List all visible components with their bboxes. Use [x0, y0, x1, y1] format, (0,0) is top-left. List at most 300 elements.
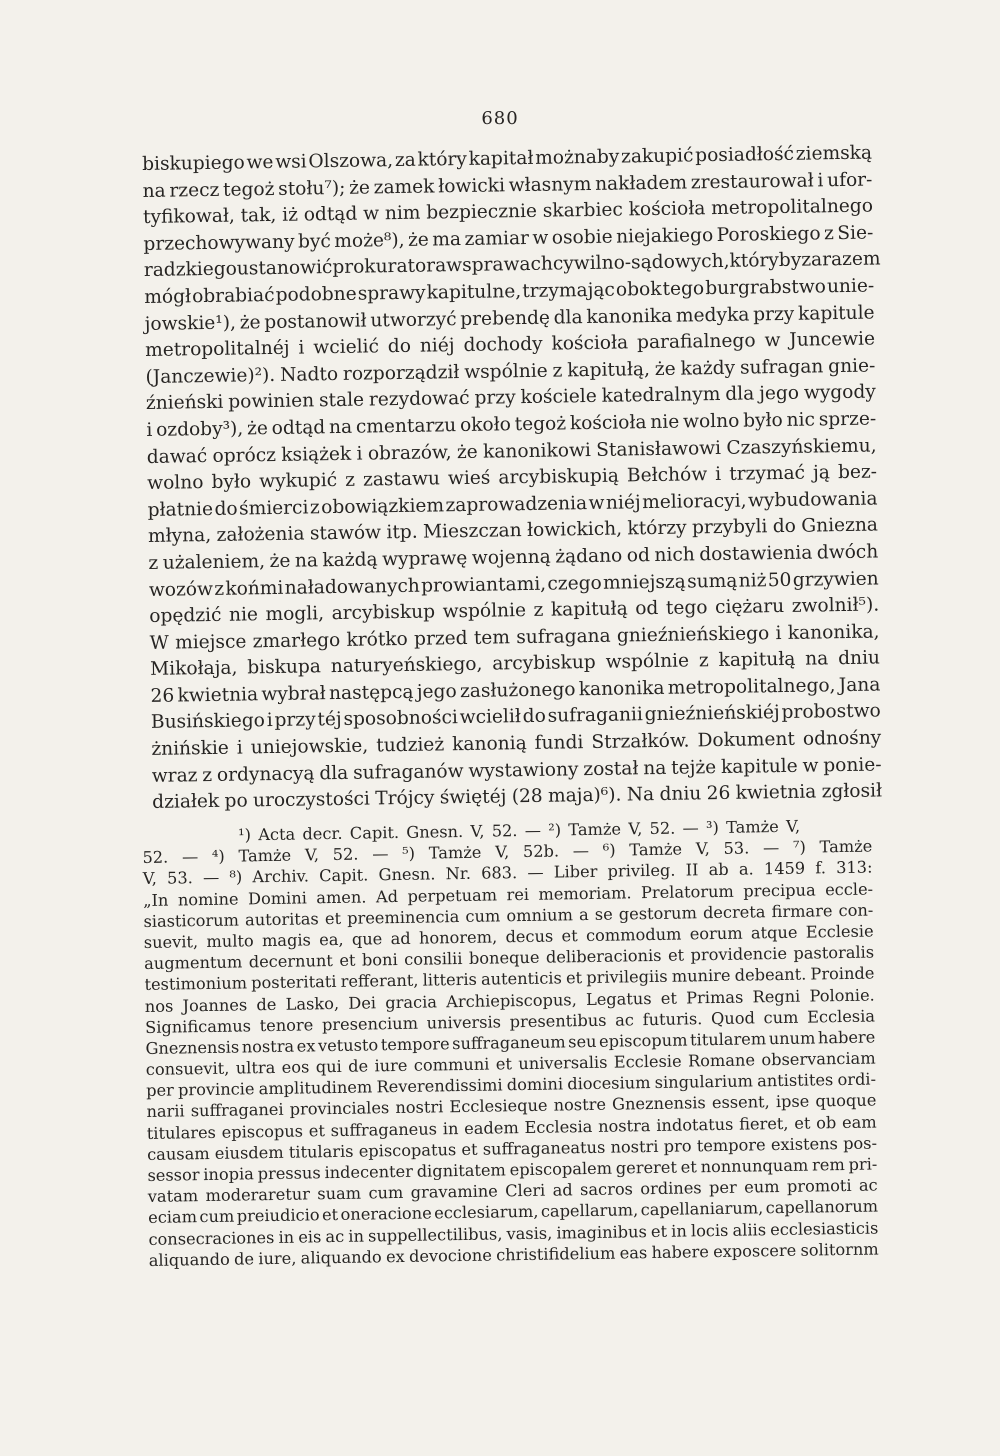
word: ecclesiasticis	[770, 1218, 879, 1239]
word: Domini	[247, 887, 308, 908]
word: et	[680, 1157, 697, 1177]
word: na	[328, 416, 353, 439]
word: cum	[199, 1206, 235, 1227]
word: nostra	[241, 1036, 295, 1057]
word: nomine	[177, 889, 239, 910]
word: Gneznensis	[611, 1093, 706, 1115]
word: wyprawę	[381, 547, 468, 571]
word: bez-	[837, 461, 878, 484]
word: wieś	[447, 467, 491, 490]
word: cum	[465, 906, 501, 926]
word: ⁵)	[402, 843, 416, 864]
word: ponie-	[823, 754, 882, 777]
word: 52.	[491, 821, 518, 841]
word: tegoż	[514, 413, 567, 436]
word: przy	[474, 387, 516, 410]
word: Czaszyńskiemu,	[726, 435, 877, 459]
word: powinien	[228, 390, 315, 414]
word: miejsce	[174, 631, 247, 654]
word: niéj	[605, 491, 641, 514]
word: tejże	[671, 756, 717, 779]
word: ecclesiarum,	[434, 1202, 539, 1223]
word: użaleniem,	[162, 551, 266, 574]
word: solitornm	[800, 1239, 879, 1260]
word: źnieński	[145, 392, 224, 415]
word: wystawiony	[468, 758, 579, 782]
word: ac	[325, 1226, 345, 1246]
word: ⁸)	[229, 867, 243, 888]
word: w	[588, 492, 605, 514]
word: autenticis	[480, 968, 562, 990]
word: wybudowania	[747, 488, 878, 512]
word: rei	[506, 884, 530, 904]
word: ad	[390, 928, 411, 949]
word: z	[533, 599, 544, 621]
word: gereret	[615, 1157, 678, 1178]
word: śmierci	[238, 497, 309, 520]
word: kanonika,	[787, 621, 880, 644]
word: i	[266, 710, 273, 732]
word: Ecclesieque	[449, 1096, 548, 1117]
word: privilegiis	[586, 967, 668, 988]
word: Tamże	[238, 845, 292, 866]
body-text	[142, 141, 882, 817]
word: Tamże	[725, 816, 779, 837]
word: opędzić	[149, 604, 222, 628]
word: Prelatorum	[640, 881, 734, 902]
word: amplitudinem	[258, 1077, 373, 1099]
word: Mikołaja,	[149, 657, 238, 681]
word: consuevit,	[145, 1058, 230, 1080]
word: ciężaru	[714, 596, 785, 619]
word: bezpiecznie	[426, 200, 538, 224]
word: było	[742, 409, 783, 432]
word: kapitułą	[718, 649, 796, 672]
word: Gnesn.	[406, 821, 464, 842]
word: vasis,	[506, 1223, 553, 1243]
word: aliquando	[148, 1249, 230, 1270]
word: obowiązkiem	[321, 495, 445, 518]
word: do	[214, 498, 238, 520]
word: katedralnym	[601, 384, 721, 408]
word: dla	[553, 306, 583, 329]
word: że	[654, 358, 676, 380]
word: dla	[319, 762, 349, 784]
word: oneracione	[340, 1203, 432, 1225]
word: et	[794, 1113, 811, 1133]
word: jego	[416, 681, 457, 703]
word: założenia	[216, 523, 305, 547]
word: Strzałków.	[591, 730, 690, 754]
word: —	[527, 863, 544, 883]
word: z	[823, 222, 834, 245]
word: Dokument	[697, 728, 796, 752]
word: ad	[552, 1180, 573, 1200]
word: ordines	[640, 1178, 702, 1199]
word: kościoła	[569, 412, 647, 435]
word: et	[461, 1139, 478, 1159]
word: dniu	[659, 783, 702, 806]
word: munire	[671, 966, 731, 987]
word: 50	[767, 569, 792, 591]
word: kanonią	[452, 733, 527, 756]
word: eiusdem	[214, 1142, 284, 1163]
word: arcybiskup	[492, 652, 596, 675]
word: Reverendissimi	[376, 1075, 503, 1097]
word: deliberacionis	[545, 945, 662, 967]
word: titularis	[288, 1141, 354, 1162]
word: autoritas	[244, 908, 319, 930]
word: kanonikowi	[482, 439, 592, 463]
word: Ad	[375, 886, 399, 906]
word: (Janczewie)²).	[145, 364, 276, 388]
word: zastawu	[362, 468, 441, 491]
word: de	[233, 1249, 255, 1269]
word: singularium	[654, 1071, 754, 1093]
word: Tamże	[819, 836, 873, 857]
word: Jana	[838, 674, 881, 696]
word: decernunt	[248, 951, 333, 972]
word: suffraganeum	[452, 1032, 566, 1054]
word: prokuratora	[332, 255, 447, 279]
word: inopia	[203, 1164, 254, 1185]
word: decus	[505, 926, 554, 947]
word: testimonium	[144, 973, 248, 995]
word: melioracyi,	[641, 490, 747, 513]
word: sprawach	[461, 253, 554, 277]
word: 53.	[723, 838, 750, 859]
word: Stanisławowi	[596, 437, 722, 461]
word: cywilno-sądowych,	[552, 251, 730, 275]
word: zmarłego	[252, 629, 341, 653]
word: existens	[770, 1133, 839, 1154]
word: habere	[651, 1241, 709, 1262]
word: Legatus	[585, 988, 652, 1009]
word: łowickich,	[526, 518, 623, 542]
word: „In	[143, 890, 169, 910]
word: mniejszą	[602, 571, 686, 594]
word: grzywien	[792, 567, 879, 591]
word: wybrał	[261, 683, 326, 706]
word: suffraganeus	[330, 1119, 438, 1140]
word: in	[348, 1226, 365, 1246]
word: wozów	[148, 578, 214, 601]
word: został	[583, 757, 639, 780]
word: parafialnego	[636, 330, 756, 354]
word: ac	[615, 1009, 635, 1030]
word: ordynacyą	[216, 763, 315, 786]
word: et	[324, 908, 342, 928]
word: że	[348, 177, 371, 199]
word: devocione	[408, 1245, 492, 1266]
word: V,	[695, 839, 710, 859]
word: in	[278, 1227, 295, 1247]
word: boni	[361, 950, 398, 970]
word: każdą	[322, 549, 378, 572]
word: podobne	[275, 283, 357, 306]
page-number: 680	[481, 108, 519, 129]
word: ob	[815, 1112, 837, 1133]
word: tempore	[380, 1034, 450, 1055]
word: et	[650, 1221, 668, 1241]
word: tego	[665, 597, 708, 619]
word: Busińskiego	[150, 710, 266, 734]
word: sufraganów	[352, 760, 464, 784]
word: posteritati	[251, 972, 337, 993]
word: obrazów,	[367, 441, 452, 465]
word: zaprowadzenia	[445, 492, 588, 516]
word: causam	[147, 1143, 210, 1164]
word: consecraciones	[148, 1227, 275, 1249]
word: pri-	[848, 1154, 878, 1174]
word: do	[772, 516, 797, 538]
word: communi	[413, 1054, 490, 1075]
word: nie	[228, 604, 259, 626]
word: ¹)	[238, 825, 252, 845]
word: każdy	[680, 357, 736, 380]
word: 52b.	[522, 841, 560, 862]
word: nakładem	[594, 172, 688, 195]
word: exposcere	[712, 1240, 797, 1261]
word: V,	[142, 869, 157, 889]
word: może⁸),	[334, 229, 405, 252]
word: decreta	[702, 901, 766, 922]
word: płatnie	[147, 498, 214, 521]
word: stale	[318, 389, 365, 412]
word: vatam	[147, 1186, 199, 1207]
word: iure	[374, 1055, 408, 1076]
word: per	[146, 1080, 174, 1101]
word: f.	[815, 858, 827, 878]
word: 26	[706, 783, 731, 805]
word: z	[148, 552, 159, 574]
word: Ecclesie	[805, 921, 874, 942]
word: sacros	[579, 1179, 634, 1200]
footnotes	[142, 815, 879, 1271]
word: dawać	[146, 445, 208, 468]
word: et	[667, 945, 685, 965]
word: gnie-	[828, 355, 876, 377]
word: czego	[547, 572, 602, 595]
word: de	[256, 994, 277, 1014]
word: niż	[738, 569, 767, 592]
word: tego	[662, 278, 705, 300]
word: tyfikował,	[142, 205, 235, 229]
word: diocesium	[567, 1073, 651, 1094]
word: preeminencia	[347, 906, 460, 928]
word: eccle-	[824, 879, 874, 899]
word: V,	[495, 842, 510, 862]
word: od	[635, 598, 659, 620]
word: następcą	[328, 681, 414, 705]
word: episcopus	[221, 1121, 304, 1142]
word: domini	[506, 1074, 564, 1095]
word: w	[446, 255, 463, 277]
word: że	[239, 311, 261, 334]
word: Nadto	[279, 363, 339, 386]
word: sumą	[686, 570, 738, 592]
word: na	[294, 550, 319, 572]
word: decr.	[302, 823, 343, 844]
word: que	[351, 929, 383, 949]
word: ozdoby³),	[155, 418, 244, 441]
word: precipua	[743, 879, 816, 901]
word: biskupiego	[142, 152, 245, 175]
word: et	[565, 968, 583, 988]
word: obok	[615, 278, 662, 301]
word: Liber	[553, 862, 598, 882]
word: postanowił	[264, 310, 367, 333]
word: stawów	[309, 522, 382, 545]
word: sufragan	[739, 356, 824, 379]
word: książek	[281, 443, 352, 466]
word: dignitatem	[416, 1160, 506, 1181]
word: gnieźnieńskiéj	[644, 702, 780, 726]
word: dniu	[837, 647, 881, 670]
word: po	[224, 790, 248, 813]
word: presentibus	[509, 1010, 607, 1031]
word: Capit.	[318, 865, 369, 886]
word: capellarum,	[540, 1200, 639, 1222]
word: episcopalem	[509, 1158, 613, 1180]
word: —	[762, 838, 780, 858]
word: posiadłość	[695, 143, 795, 167]
word: że	[246, 417, 269, 440]
word: kanonika	[578, 677, 665, 701]
word: suffraganeatus	[482, 1137, 606, 1159]
word: gnieźnieńskiego	[616, 622, 770, 647]
word: a	[578, 904, 589, 924]
word: itp.	[386, 522, 418, 544]
word: fundi	[534, 732, 584, 754]
word: et	[495, 1054, 513, 1074]
word: ⁷)	[792, 837, 806, 857]
word: moderaretur	[205, 1184, 311, 1206]
word: Na	[626, 784, 655, 806]
word: radzkiego	[143, 258, 238, 282]
word: któryby	[729, 250, 802, 273]
word: około	[459, 414, 512, 436]
word: metropolitalnego,	[667, 675, 836, 699]
word: wspólnie	[605, 650, 690, 674]
word: commodum	[585, 924, 682, 945]
word: suppellectilibus,	[367, 1223, 503, 1246]
word: Archiepiscopus,	[446, 989, 577, 1011]
word: pro	[663, 1136, 692, 1156]
word: kościoła	[551, 332, 629, 355]
word: eciam	[148, 1207, 198, 1228]
word: z	[214, 578, 225, 600]
word: z	[552, 360, 563, 382]
word: tenore	[259, 1015, 314, 1035]
word: quoque	[815, 1090, 877, 1111]
word: z	[345, 469, 356, 491]
word: nostri	[610, 1136, 659, 1157]
word: episcopatus	[358, 1139, 457, 1161]
word: zrestaurował	[690, 170, 814, 193]
word: eam	[841, 1112, 877, 1132]
word: essent,	[711, 1092, 770, 1113]
word: se	[594, 904, 613, 924]
word: de	[347, 1056, 369, 1076]
word: —	[372, 844, 389, 864]
word: tudzież	[376, 734, 445, 757]
word: odtąd	[303, 203, 358, 226]
word: z	[698, 650, 709, 672]
word: eadem	[464, 1117, 519, 1138]
word: 53.	[166, 868, 193, 888]
word: końmi	[225, 577, 284, 600]
word: nonnunquam	[700, 1155, 809, 1177]
word: utworzyć	[370, 308, 457, 331]
word: titulares	[146, 1122, 217, 1143]
word: ją	[812, 462, 831, 484]
word: naturyeńskiego,	[330, 653, 483, 678]
word: ipse	[775, 1091, 810, 1112]
word: przybyli	[691, 516, 768, 539]
word: Poroskiego	[716, 223, 821, 246]
word: et	[339, 950, 356, 971]
word: litteris	[422, 970, 477, 990]
word: przed	[413, 627, 468, 650]
word: krótko	[346, 628, 408, 651]
word: Gneznensis	[145, 1037, 240, 1058]
word: nostra	[597, 1115, 651, 1136]
word: od	[626, 544, 651, 567]
word: preiudicio	[236, 1205, 320, 1226]
word: i	[298, 337, 305, 359]
word: ultra	[235, 1058, 276, 1078]
word: et	[308, 1120, 326, 1141]
word: dla	[725, 383, 755, 406]
word: memoriam.	[538, 882, 632, 904]
word: omnium	[506, 904, 574, 926]
word: imaginibus	[556, 1221, 647, 1243]
word: nostri	[395, 1097, 444, 1118]
word: capellanorum	[765, 1196, 879, 1218]
word: rozporządził	[342, 361, 460, 385]
word: wraz	[151, 764, 198, 787]
word: ³)	[705, 817, 720, 838]
word: Lasko,	[285, 993, 340, 1014]
word: suffraganei	[190, 1100, 284, 1121]
word: świętéj	[439, 786, 507, 809]
word: niejakiego	[615, 224, 714, 248]
word: —	[682, 818, 699, 838]
word: sufragana	[516, 625, 611, 648]
word: i	[146, 419, 153, 441]
word: wolno	[147, 472, 204, 495]
word: metropolitalnego	[711, 195, 874, 220]
word: habere	[817, 1027, 876, 1048]
word: Ecclesia	[524, 1116, 593, 1137]
word: i	[817, 169, 824, 191]
word: ex	[296, 1036, 316, 1056]
word: dostawienia	[699, 542, 813, 566]
word: skarbiec	[542, 199, 624, 222]
word: cum	[368, 1183, 404, 1203]
word: kapitał	[468, 147, 534, 170]
word: kapitulne,	[426, 281, 522, 304]
word: zamek	[373, 176, 435, 198]
word: kwietnia	[177, 684, 259, 707]
word: w	[532, 227, 549, 249]
word: eos	[281, 1057, 310, 1077]
word: rem	[811, 1155, 845, 1175]
word: ufor-	[826, 169, 873, 191]
word: ac	[858, 1175, 878, 1195]
word: amen.	[316, 887, 367, 907]
